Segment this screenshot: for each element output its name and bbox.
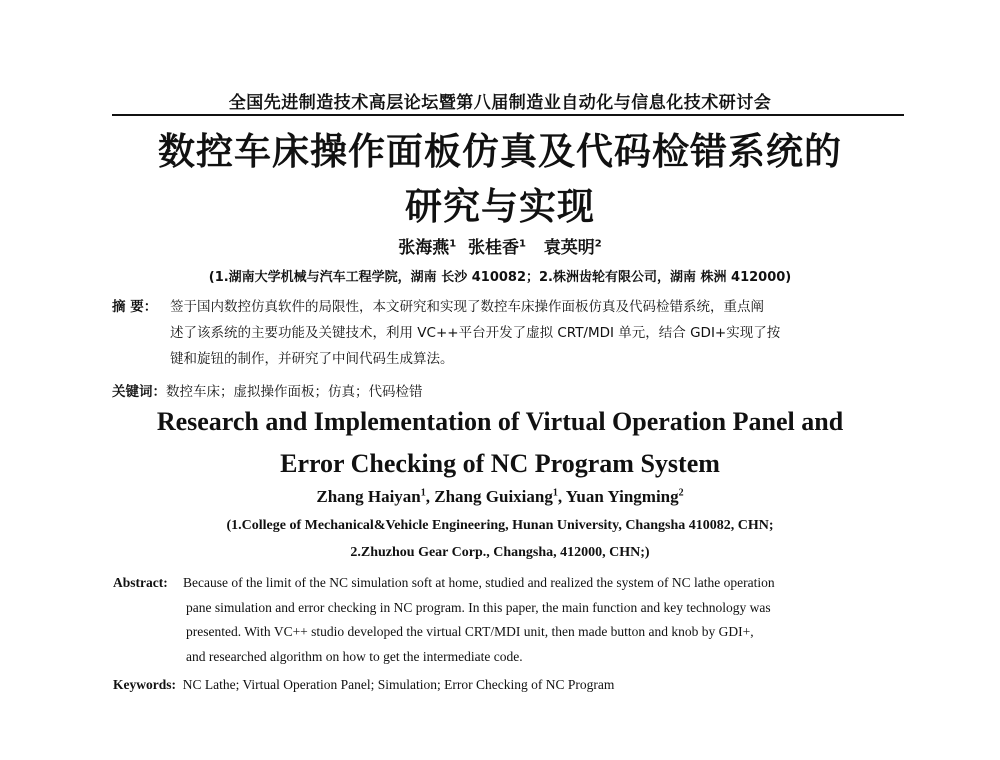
author-en-name: Yuan Yingming bbox=[565, 487, 679, 506]
abstract-en bbox=[113, 571, 903, 669]
header-rule bbox=[112, 114, 904, 116]
affiliation-en-line-2: 2.Zhuzhou Gear Corp., Changsha, 412000, CHN;) bbox=[350, 545, 650, 560]
title-en-line-1: Research and Implementation of Virtual Operation Panel and bbox=[156, 407, 844, 436]
authors-cn bbox=[0, 233, 1000, 258]
author-cn-sup: 1 bbox=[449, 238, 457, 250]
author-cn-sup: 1 bbox=[519, 238, 527, 250]
abstract-cn bbox=[112, 294, 902, 372]
author-cn-sup: 2 bbox=[594, 238, 602, 250]
abstract-cn-line: 述了该系统的主要功能及关键技术，利用 VC++平台开发了虚拟 CRT/MDI 单元，结合 GDI+实现了按 bbox=[170, 325, 781, 341]
author-cn-name: 张桂香 bbox=[468, 238, 520, 258]
abstract-cn-label: 摘 要： bbox=[112, 299, 158, 315]
affiliation-en-line-1: (1.College of Mechanical&Vehicle Engineering, Hunan University, Changsha 410082, CHN; bbox=[226, 518, 774, 533]
keywords-en bbox=[113, 677, 614, 693]
keywords-cn bbox=[112, 380, 423, 400]
author-en-sep: , bbox=[557, 487, 566, 506]
abstract-en-line: and researched algorithm on how to get the intermediate code. bbox=[186, 648, 523, 664]
author-cn-name: 袁英明 bbox=[543, 238, 595, 258]
author-en-name: Zhang Haiyan bbox=[316, 487, 421, 506]
author-cn-name: 张海燕 bbox=[398, 238, 450, 258]
author-en-sup: 1 bbox=[420, 487, 426, 499]
abstract-en-label: Abstract: bbox=[113, 575, 168, 590]
title-cn-line-2: 研究与实现 bbox=[405, 184, 595, 228]
keywords-cn-label: 关键词： bbox=[112, 384, 166, 400]
title-en-line-2: Error Checking of NC Program System bbox=[280, 449, 720, 478]
abstract-en-line: presented. With VC++ studio developed the virtual CRT/MDI unit, then made button and knob by GDI+, bbox=[186, 624, 754, 639]
author-en-sep: , bbox=[425, 487, 435, 506]
abstract-en-line: Because of the limit of the NC simulation soft at home, studied and realized the system of NC lathe operation bbox=[183, 575, 775, 590]
title-cn-line-1: 数控车床操作面板仿真及代码检错系统的 bbox=[158, 129, 842, 173]
conference-header: 全国先进制造技术高层论坛暨第八届制造业自动化与信息化技术研讨会 bbox=[228, 93, 772, 113]
keywords-en-label: Keywords: bbox=[113, 677, 176, 692]
keywords-cn-text: 数控车床；虚拟操作面板；仿真；代码检错 bbox=[166, 384, 423, 400]
abstract-en-line: pane simulation and error checking in NC program. In this paper, the main function and key technology was bbox=[186, 599, 771, 615]
keywords-en-text: NC Lathe; Virtual Operation Panel; Simulation; Error Checking of NC Program bbox=[182, 677, 615, 692]
author-en-sup: 1 bbox=[552, 487, 558, 499]
abstract-cn-line: 键和旋钮的制作，并研究了中间代码生成算法。 bbox=[170, 351, 454, 367]
authors-en bbox=[0, 487, 1000, 507]
author-en-sup: 2 bbox=[678, 487, 684, 499]
abstract-cn-line: 签于国内数控仿真软件的局限性，本文研究和实现了数控车床操作面板仿真及代码检错系统，重点阐 bbox=[170, 299, 764, 315]
author-en-name: Zhang Guixiang bbox=[434, 487, 553, 506]
affiliation-cn: (1.湖南大学机械与汽车工程学院，湖南 长沙 410082；2.株洲齿轮有限公司，湖南 株洲 412000) bbox=[208, 270, 792, 285]
